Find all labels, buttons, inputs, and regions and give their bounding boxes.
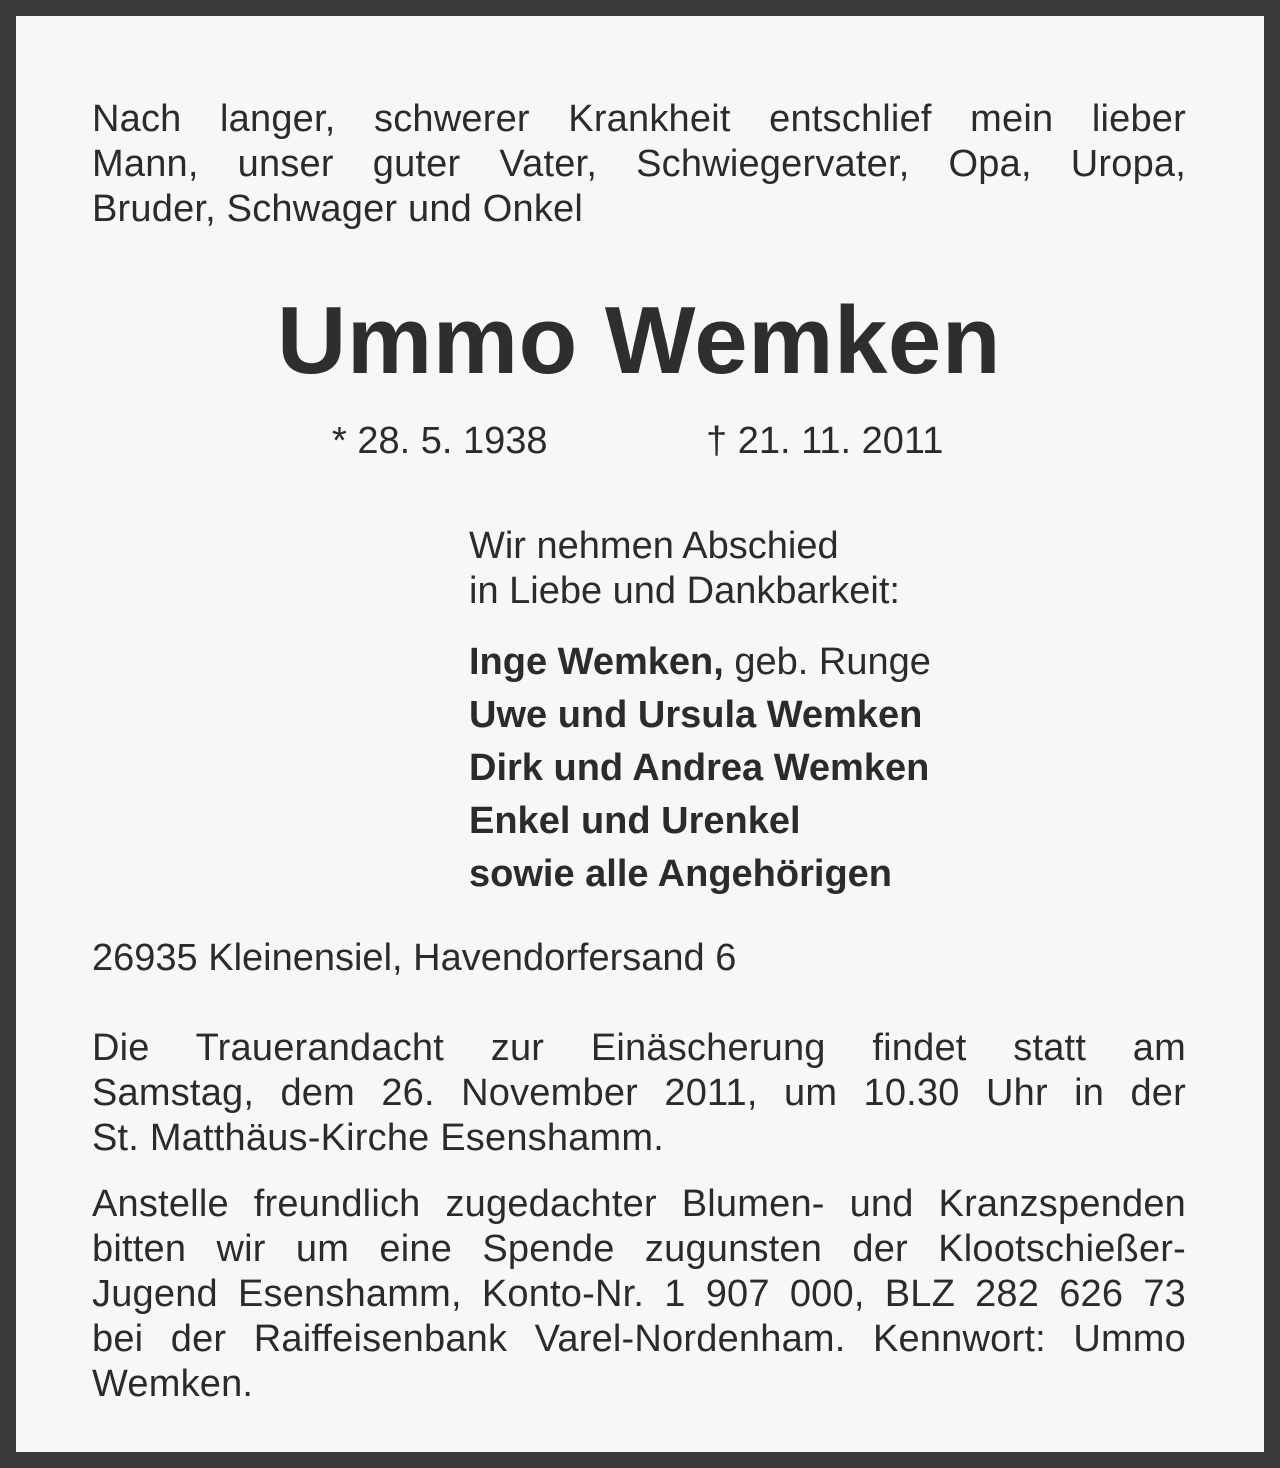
donation-line: Anstelle freundlich zugedachter Blumen- und Kranzspenden: [92, 1183, 1186, 1225]
farewell-text: [469, 524, 900, 614]
donation-line: bitten wir um eine Spende zugunsten der Klootschießer-: [92, 1228, 1186, 1270]
intro-line: Nach langer, schwerer Krankheit entschlief mein lieber: [92, 98, 1186, 140]
mourner-maiden-name: geb. Runge: [723, 641, 931, 683]
donation-paragraph: [92, 1182, 1186, 1407]
service-line: Die Trauerandacht zur Einäscherung findet statt am: [92, 1027, 1186, 1069]
farewell-line: in Liebe und Dankbarkeit:: [469, 570, 900, 612]
death-date: † 21. 11. 2011: [706, 420, 944, 462]
intro-line: Mann, unser guter Vater, Schwiegervater, Opa, Uropa,: [92, 143, 1186, 185]
service-line: St. Matthäus-Kirche Esenshamm.: [92, 1117, 664, 1159]
birth-date: * 28. 5. 1938: [332, 420, 548, 462]
farewell-line: Wir nehmen Abschied: [469, 525, 839, 567]
mourner-line: Dirk und Andrea Wemken: [469, 747, 930, 789]
deceased-name: Ummo Wemken: [277, 287, 1001, 394]
service-line: Samstag, dem 26. November 2011, um 10.30 Uhr in der: [92, 1072, 1186, 1114]
intro-paragraph: [92, 97, 1186, 232]
service-paragraph: [92, 1026, 1186, 1161]
intro-line: Bruder, Schwager und Onkel: [92, 188, 584, 230]
mourner-line: [469, 636, 931, 689]
address: 26935 Kleinensiel, Havendorfersand 6: [92, 937, 737, 979]
donation-line: bei der Raiffeisenbank Varel-Nordenham. Kennwort: Ummo: [92, 1318, 1186, 1360]
donation-line: Jugend Esenshamm, Konto-Nr. 1 907 000, BLZ 282 626 73: [92, 1273, 1186, 1315]
mourner-line: Enkel und Urenkel: [469, 800, 801, 842]
mourner-line: sowie alle Angehörigen: [469, 853, 893, 895]
donation-line: Wemken.: [92, 1363, 254, 1405]
mourner-line: Uwe und Ursula Wemken: [469, 694, 923, 736]
notice-content: [92, 16, 1186, 1452]
mourners-list: [469, 636, 931, 901]
mourner-name: Inge Wemken,: [469, 641, 724, 683]
